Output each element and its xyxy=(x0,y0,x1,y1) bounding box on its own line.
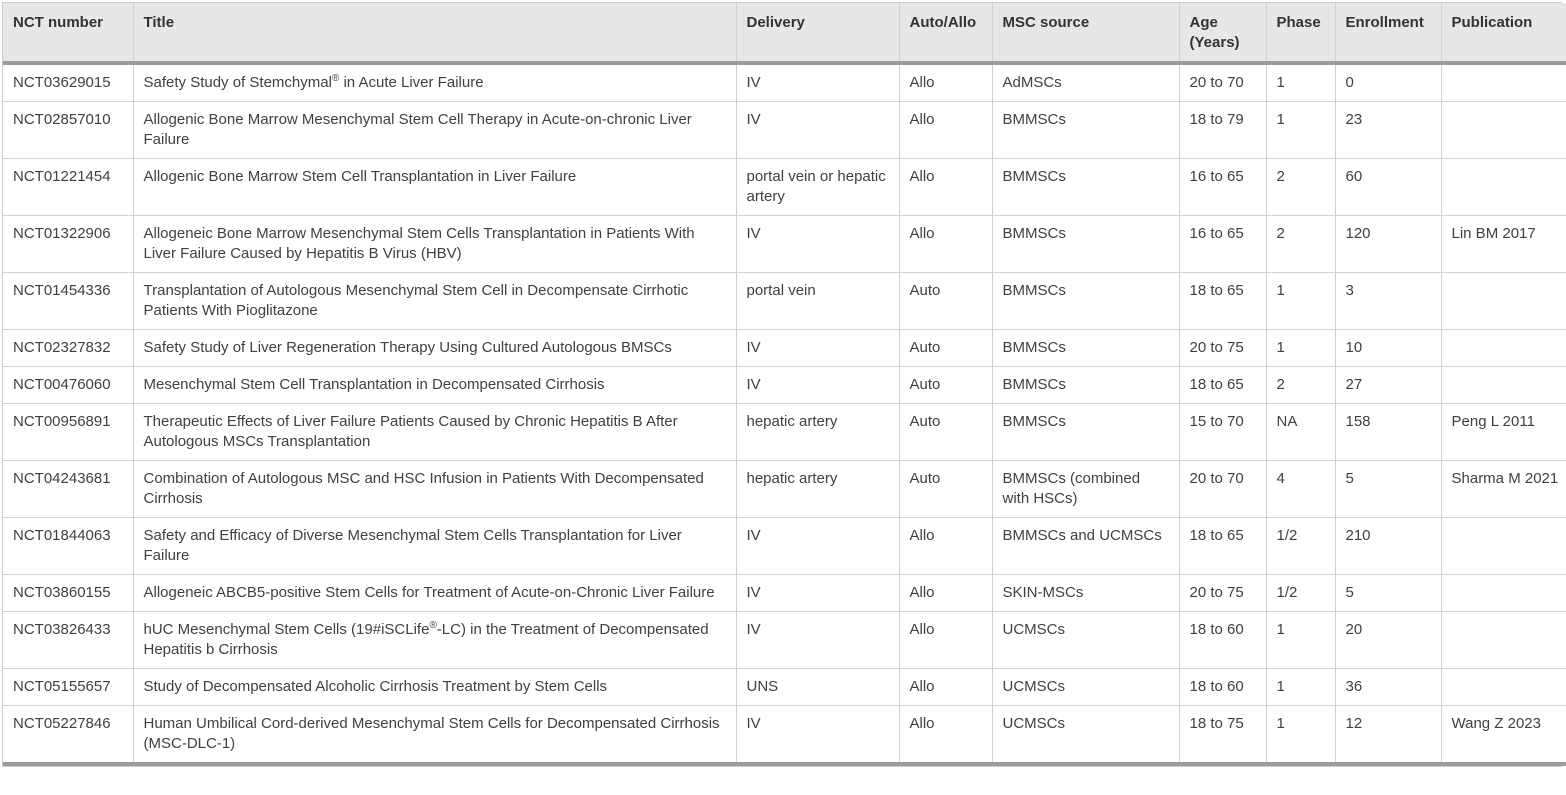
registered-trademark-symbol: ® xyxy=(429,620,437,631)
cell-phase: 1 xyxy=(1266,330,1335,367)
table-row xyxy=(3,461,1566,518)
cell-title: Mesenchymal Stem Cell Transplantation in Decompensated Cirrhosis xyxy=(133,367,736,404)
table-row xyxy=(3,102,1566,159)
cell-enrollment: 210 xyxy=(1335,518,1441,575)
table-row xyxy=(3,575,1566,612)
cell-title: hUC Mesenchymal Stem Cells (19#iSCLife®-LC) in the Treatment of Decompensated Hepatitis b Cirrhosis xyxy=(133,612,736,669)
cell-delivery: IV xyxy=(736,706,899,765)
cell-phase: 1 xyxy=(1266,102,1335,159)
cell-enrollment: 5 xyxy=(1335,461,1441,518)
cell-age: 18 to 65 xyxy=(1179,367,1266,404)
cell-delivery: IV xyxy=(736,63,899,102)
cell-delivery: UNS xyxy=(736,669,899,706)
cell-title: Transplantation of Autologous Mesenchymal Stem Cell in Decompensate Cirrhotic Patients With Pioglitazone xyxy=(133,273,736,330)
table-row xyxy=(3,518,1566,575)
header-row xyxy=(3,3,1566,63)
cell-age: 18 to 79 xyxy=(1179,102,1266,159)
table-row xyxy=(3,612,1566,669)
table-row xyxy=(3,216,1566,273)
cell-delivery: IV xyxy=(736,367,899,404)
header-msc-source: MSC source xyxy=(992,3,1179,63)
cell-age: 20 to 70 xyxy=(1179,461,1266,518)
cell-age: 20 to 70 xyxy=(1179,63,1266,102)
cell-nct: NCT01454336 xyxy=(3,273,133,330)
cell-publication xyxy=(1441,612,1566,669)
table-row xyxy=(3,367,1566,404)
cell-nct: NCT01221454 xyxy=(3,159,133,216)
cell-age: 18 to 60 xyxy=(1179,612,1266,669)
cell-nct: NCT02327832 xyxy=(3,330,133,367)
table-header xyxy=(3,3,1566,63)
header-delivery: Delivery xyxy=(736,3,899,63)
cell-publication xyxy=(1441,669,1566,706)
cell-delivery: hepatic artery xyxy=(736,404,899,461)
cell-nct: NCT02857010 xyxy=(3,102,133,159)
cell-auto_allo: Auto xyxy=(899,367,992,404)
cell-phase: 1 xyxy=(1266,706,1335,765)
cell-enrollment: 20 xyxy=(1335,612,1441,669)
cell-title: Therapeutic Effects of Liver Failure Patients Caused by Chronic Hepatitis B After Autologous MSCs Transplantation xyxy=(133,404,736,461)
clinical-trials-table-container xyxy=(2,2,1562,767)
table-row xyxy=(3,273,1566,330)
cell-auto_allo: Allo xyxy=(899,63,992,102)
cell-publication: Lin BM 2017 xyxy=(1441,216,1566,273)
cell-title: Safety Study of Stemchymal® in Acute Liver Failure xyxy=(133,63,736,102)
cell-delivery: IV xyxy=(736,518,899,575)
cell-auto_allo: Allo xyxy=(899,102,992,159)
cell-phase: 1/2 xyxy=(1266,518,1335,575)
cell-publication xyxy=(1441,367,1566,404)
clinical-trials-table xyxy=(3,3,1566,766)
cell-auto_allo: Allo xyxy=(899,159,992,216)
table-row xyxy=(3,706,1566,765)
cell-msc_source: BMMSCs xyxy=(992,404,1179,461)
cell-auto_allo: Allo xyxy=(899,706,992,765)
table-row xyxy=(3,404,1566,461)
cell-msc_source: UCMSCs xyxy=(992,669,1179,706)
cell-nct: NCT05155657 xyxy=(3,669,133,706)
cell-age: 18 to 75 xyxy=(1179,706,1266,765)
cell-auto_allo: Allo xyxy=(899,216,992,273)
cell-msc_source: BMMSCs xyxy=(992,330,1179,367)
cell-enrollment: 3 xyxy=(1335,273,1441,330)
cell-title: Allogeneic ABCB5-positive Stem Cells for Treatment of Acute-on-Chronic Liver Failure xyxy=(133,575,736,612)
cell-phase: 1 xyxy=(1266,63,1335,102)
cell-nct: NCT03629015 xyxy=(3,63,133,102)
cell-enrollment: 27 xyxy=(1335,367,1441,404)
cell-msc_source: AdMSCs xyxy=(992,63,1179,102)
cell-phase: 1/2 xyxy=(1266,575,1335,612)
header-enrollment: Enrollment xyxy=(1335,3,1441,63)
cell-age: 18 to 65 xyxy=(1179,518,1266,575)
cell-enrollment: 120 xyxy=(1335,216,1441,273)
cell-phase: 2 xyxy=(1266,159,1335,216)
cell-auto_allo: Auto xyxy=(899,330,992,367)
cell-phase: 1 xyxy=(1266,669,1335,706)
cell-phase: 2 xyxy=(1266,216,1335,273)
cell-delivery: IV xyxy=(736,612,899,669)
table-body xyxy=(3,63,1566,764)
cell-msc_source: BMMSCs xyxy=(992,159,1179,216)
cell-auto_allo: Auto xyxy=(899,461,992,518)
cell-nct: NCT04243681 xyxy=(3,461,133,518)
cell-enrollment: 158 xyxy=(1335,404,1441,461)
cell-phase: 1 xyxy=(1266,612,1335,669)
header-publication: Publication xyxy=(1441,3,1566,63)
cell-delivery: portal vein or hepatic artery xyxy=(736,159,899,216)
cell-phase: 1 xyxy=(1266,273,1335,330)
cell-msc_source: UCMSCs xyxy=(992,706,1179,765)
cell-publication xyxy=(1441,575,1566,612)
cell-delivery: portal vein xyxy=(736,273,899,330)
cell-publication: Sharma M 2021 xyxy=(1441,461,1566,518)
cell-publication xyxy=(1441,273,1566,330)
cell-title: Allogenic Bone Marrow Stem Cell Transplantation in Liver Failure xyxy=(133,159,736,216)
table-row xyxy=(3,159,1566,216)
cell-publication xyxy=(1441,159,1566,216)
cell-msc_source: BMMSCs and UCMSCs xyxy=(992,518,1179,575)
cell-delivery: IV xyxy=(736,102,899,159)
cell-auto_allo: Allo xyxy=(899,575,992,612)
cell-delivery: IV xyxy=(736,216,899,273)
cell-enrollment: 60 xyxy=(1335,159,1441,216)
cell-delivery: IV xyxy=(736,575,899,612)
cell-msc_source: UCMSCs xyxy=(992,612,1179,669)
cell-age: 18 to 60 xyxy=(1179,669,1266,706)
cell-delivery: hepatic artery xyxy=(736,461,899,518)
cell-title: Allogeneic Bone Marrow Mesenchymal Stem Cells Transplantation in Patients With Liver Failure Caused by Hepatitis B Virus (HBV) xyxy=(133,216,736,273)
cell-enrollment: 10 xyxy=(1335,330,1441,367)
cell-title: Study of Decompensated Alcoholic Cirrhosis Treatment by Stem Cells xyxy=(133,669,736,706)
cell-publication: Peng L 2011 xyxy=(1441,404,1566,461)
cell-nct: NCT05227846 xyxy=(3,706,133,765)
cell-auto_allo: Allo xyxy=(899,612,992,669)
cell-publication xyxy=(1441,518,1566,575)
header-nct-number: NCT number xyxy=(3,3,133,63)
cell-phase: NA xyxy=(1266,404,1335,461)
cell-age: 20 to 75 xyxy=(1179,330,1266,367)
cell-enrollment: 12 xyxy=(1335,706,1441,765)
cell-publication xyxy=(1441,330,1566,367)
cell-nct: NCT00476060 xyxy=(3,367,133,404)
cell-nct: NCT00956891 xyxy=(3,404,133,461)
cell-msc_source: BMMSCs xyxy=(992,216,1179,273)
cell-phase: 4 xyxy=(1266,461,1335,518)
cell-enrollment: 5 xyxy=(1335,575,1441,612)
cell-age: 16 to 65 xyxy=(1179,159,1266,216)
cell-age: 18 to 65 xyxy=(1179,273,1266,330)
header-title: Title xyxy=(133,3,736,63)
table-row xyxy=(3,330,1566,367)
cell-msc_source: BMMSCs xyxy=(992,102,1179,159)
cell-enrollment: 23 xyxy=(1335,102,1441,159)
header-auto-allo: Auto/Allo xyxy=(899,3,992,63)
cell-enrollment: 36 xyxy=(1335,669,1441,706)
cell-publication: Wang Z 2023 xyxy=(1441,706,1566,765)
cell-msc_source: BMMSCs xyxy=(992,273,1179,330)
cell-auto_allo: Auto xyxy=(899,273,992,330)
cell-age: 16 to 65 xyxy=(1179,216,1266,273)
cell-msc_source: BMMSCs (combined with HSCs) xyxy=(992,461,1179,518)
cell-auto_allo: Allo xyxy=(899,518,992,575)
cell-title: Human Umbilical Cord-derived Mesenchymal Stem Cells for Decompensated Cirrhosis (MSC-DLC-1) xyxy=(133,706,736,765)
cell-auto_allo: Allo xyxy=(899,669,992,706)
cell-nct: NCT01844063 xyxy=(3,518,133,575)
cell-title: Safety Study of Liver Regeneration Therapy Using Cultured Autologous BMSCs xyxy=(133,330,736,367)
cell-title: Combination of Autologous MSC and HSC Infusion in Patients With Decompensated Cirrhosis xyxy=(133,461,736,518)
registered-trademark-symbol: ® xyxy=(331,73,340,84)
cell-title: Allogenic Bone Marrow Mesenchymal Stem Cell Therapy in Acute-on-chronic Liver Failure xyxy=(133,102,736,159)
cell-enrollment: 0 xyxy=(1335,63,1441,102)
cell-nct: NCT01322906 xyxy=(3,216,133,273)
cell-delivery: IV xyxy=(736,330,899,367)
cell-msc_source: BMMSCs xyxy=(992,367,1179,404)
cell-publication xyxy=(1441,63,1566,102)
cell-phase: 2 xyxy=(1266,367,1335,404)
header-age-years: Age (Years) xyxy=(1179,3,1266,63)
table-row xyxy=(3,669,1566,706)
header-phase: Phase xyxy=(1266,3,1335,63)
cell-age: 20 to 75 xyxy=(1179,575,1266,612)
cell-auto_allo: Auto xyxy=(899,404,992,461)
cell-nct: NCT03860155 xyxy=(3,575,133,612)
cell-msc_source: SKIN-MSCs xyxy=(992,575,1179,612)
table-row xyxy=(3,63,1566,102)
cell-age: 15 to 70 xyxy=(1179,404,1266,461)
cell-title: Safety and Efficacy of Diverse Mesenchymal Stem Cells Transplantation for Liver Failure xyxy=(133,518,736,575)
cell-publication xyxy=(1441,102,1566,159)
cell-nct: NCT03826433 xyxy=(3,612,133,669)
